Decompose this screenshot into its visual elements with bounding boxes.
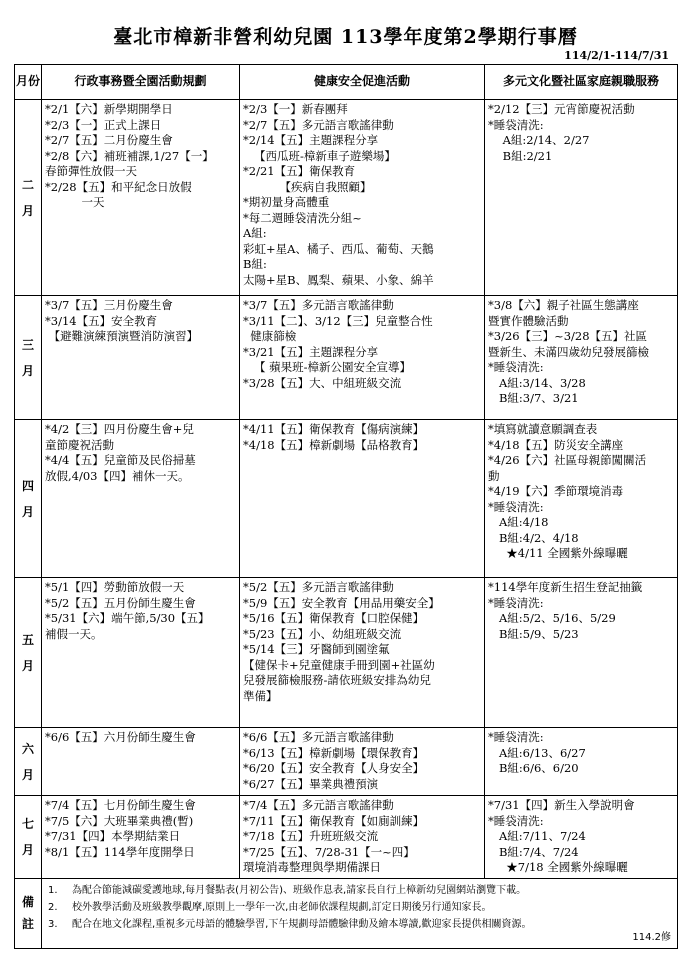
event-line: *6/27【五】畢業典禮預演 [243,776,379,791]
event-line: *5/23【五】小、幼組班級交流 [243,626,402,641]
event-line: *3/7【五】三月份慶生會 [45,298,173,312]
event-line: 【西瓜班-樟新車子遊樂場】 [243,148,396,163]
event-line: *填寫就讀意願調查表 [488,422,598,436]
health-cell [240,796,485,879]
event-line: *7/18【五】升班班級交流 [243,829,379,843]
event-line: *3/7【五】多元語言歌謠律動 [243,298,394,312]
culture-cell [485,578,678,728]
event-line: B組:6/6、6/20 [488,761,579,775]
event-line: B組:2/21 [488,148,553,163]
event-line: *2/21【五】衛保教育 [243,164,356,178]
header-month: 月份 [15,65,42,100]
event-line: 暨實作體驗活動 [488,313,569,328]
event-line: *7/11【五】衛保教育【如廁訓練】 [243,813,425,828]
event-line: 補假一天。 [45,626,103,641]
month-label: 七 月 [15,796,42,879]
health-cell [240,728,485,796]
event-line: A組:2/14、2/27 [488,133,590,147]
event-line: 健康篩檢 [243,329,297,343]
health-cell [240,578,485,728]
event-line: *4/4【五】兒童節及民俗掃墓 [45,453,196,467]
month-row [15,796,678,879]
admin-cell [42,296,240,420]
event-line: *2/7【五】二月份慶生會 [45,133,173,147]
event-line: 童節慶祝活動 [45,437,114,452]
event-line: *睡袋清洗: [488,730,544,744]
event-line: B組:4/2、4/18 [488,530,579,545]
event-line: *5/9【五】安全教育【用品用藥安全】 [243,595,440,610]
event-line: *2/14【五】主題課程分享 [243,133,379,147]
event-line: *7/25【五】、7/28-31【一~四】 [243,844,415,859]
month-label: 四 月 [15,420,42,578]
note-item: 1. 為配合節能減碳愛護地球,每月餐點表(月初公告)、班級作息表,請家長自行上樟新幼兒園網站瀏覽下載。 [48,884,527,896]
header-row [15,65,678,100]
event-line: *3/28【五】大、中組班級交流 [243,375,402,390]
month-row [15,578,678,728]
month-label: 三 月 [15,296,42,420]
event-line: 動 [488,468,500,483]
event-line: *7/5【六】大班畢業典禮(暫) [45,813,194,828]
event-line: *4/26【六】社區母親節闖關活 [488,453,647,467]
event-line: A組:4/18 [488,515,549,529]
admin-cell [42,420,240,578]
event-line: A組:3/14、3/28 [488,375,586,390]
event-line: 環境消毒整理與學期備課日 [243,860,381,874]
health-cell [240,296,485,420]
event-line: *5/16【五】衛保教育【口腔保健】 [243,611,425,625]
culture-cell [485,420,678,578]
calendar-table [14,64,678,949]
culture-cell [485,100,678,296]
event-line: *睡袋清洗: [488,117,544,132]
event-line: *4/11【五】衛保教育【傷病演練】 [243,422,425,436]
event-line: 春節彈性放假一天 [45,164,137,178]
event-line: *3/8【六】親子社區生態講座 [488,298,639,312]
event-line: 放假,4/03【四】補休一天。 [45,468,190,483]
header-health: 健康安全促進活動 [240,65,485,100]
event-line: *7/4【五】七月份師生慶生會 [45,798,196,812]
event-line: 太陽+星B、鳳梨、蘋果、小象、綿羊 [243,272,434,287]
event-line: B組: [243,257,267,271]
month-row [15,100,678,296]
event-line: *6/6【五】六月份師生慶生會 [45,730,196,744]
event-line: *期初量身高體重 [243,195,330,209]
event-line: A組:6/13、6/27 [488,745,586,760]
event-line: *7/31【四】新生入學說明會 [488,798,635,812]
month-row [15,420,678,578]
event-line: *114學年度新生招生登記抽籤 [488,580,643,594]
event-line: B組:3/7、3/21 [488,391,579,405]
event-line: *6/6【五】多元語言歌謠律動 [243,730,394,744]
notes-content [42,878,678,948]
event-line: *5/1【四】勞動節放假一天 [45,580,185,594]
culture-cell [485,296,678,420]
month-label: 二 月 [15,100,42,296]
admin-cell [42,728,240,796]
note-item: 3. 配合在地文化課程,重視多元母語的體驗學習,下午規劃母語體驗律動及繪本導讀,歡迎家長提供相關資源。 [48,918,532,930]
event-line: 【避難演練預演暨消防演習】 [45,329,199,343]
event-line: *2/12【三】元宵節慶祝活動 [488,102,635,116]
revision-label: 114.2修 [632,931,671,943]
event-line: 一天 [45,195,105,209]
event-line: *2/3【一】正式上課日 [45,117,162,132]
event-line: *5/31【六】端午節,5/30【五】 [45,611,210,625]
event-line: *5/14【三】牙醫師到園塗氟 [243,642,390,656]
event-line: A組:7/11、7/24 [488,829,586,843]
month-label: 五 月 [15,578,42,728]
admin-cell [42,100,240,296]
event-line: ★4/11 全國紫外線曝曬 [488,546,628,560]
header-admin: 行政事務暨全園活動規劃 [42,65,240,100]
event-line: *4/2【三】四月份慶生會+兒 [45,422,194,436]
event-line: *3/11【二】、3/12【三】兒童整合性 [243,313,433,328]
event-line: *每二週睡袋清洗分組~ [243,210,362,225]
month-row [15,728,678,796]
event-line: *3/14【五】安全教育 [45,313,158,328]
admin-cell [42,796,240,879]
event-line: *2/7【五】多元語言歌謠律動 [243,117,394,132]
health-cell [240,100,485,296]
event-line: 準備】 [243,688,278,703]
note-item: 2. 校外教學活動及班級教學觀摩,原則上一學年一次,由老師依課程規劃,訂定日期後另行通知家長。 [48,901,492,913]
event-line: *7/4【五】多元語言歌謠律動 [243,798,394,812]
event-line: *6/13【五】樟新劇場【環保教育】 [243,745,425,760]
event-line: 【健保卡+兒童健康手冊到園+社區幼 [243,657,435,672]
event-line: B組:7/4、7/24 [488,844,579,859]
event-line: A組: [243,226,267,240]
event-line: ★7/18 全國紫外線曝曬 [488,860,628,874]
event-line: A組:5/2、5/16、5/29 [488,611,616,625]
event-line: *5/2【五】多元語言歌謠律動 [243,580,394,594]
event-line: *睡袋清洗: [488,360,544,374]
event-line: *3/26【三】~3/28【五】社區 [488,329,648,343]
event-line: *2/8【六】補班補課,1/27【一】 [45,148,214,163]
event-line: *4/18【五】防災安全講座 [488,437,624,452]
event-line: 彩虹+星A、橘子、西瓜、葡萄、天鵝 [243,241,434,256]
culture-cell [485,728,678,796]
culture-cell [485,796,678,879]
event-line: *4/19【六】季節環境消毒 [488,484,624,498]
event-line: *5/2【五】五月份師生慶生會 [45,595,196,610]
admin-cell [42,578,240,728]
event-line: *6/20【五】安全教育【人身安全】 [243,761,425,775]
notes-row [15,878,678,948]
event-line: 【 蘋果班-樟新公園安全宣導】 [243,360,412,374]
header-culture: 多元文化暨社區家庭親職服務 [485,65,678,100]
month-label: 六 月 [15,728,42,796]
event-line: *2/3【一】新春團拜 [243,102,348,116]
page-title: 臺北市樟新非營利幼兒園 113學年度第2學期行事曆 [113,26,578,48]
event-line: *睡袋清洗: [488,813,544,828]
event-line: *3/21【五】主題課程分享 [243,344,379,359]
event-line: 【疾病自我照顧】 [243,179,372,194]
event-line: 暨新生、未滿四歲幼兒發展篩檢 [488,344,649,359]
month-row [15,296,678,420]
health-cell [240,420,485,578]
event-line: *2/28【五】和平紀念日放假 [45,179,192,194]
event-line: *睡袋清洗: [488,595,544,610]
date-range: 114/2/1-114/7/31 [564,49,669,62]
notes-label: 備 註 [15,878,42,948]
event-line: 兒發展篩檢服務-請依班級安排為幼兒 [243,673,431,687]
event-line: B組:5/9、5/23 [488,626,579,641]
event-line: *8/1【五】114學年度開學日 [45,844,195,859]
event-line: *睡袋清洗: [488,499,544,514]
event-line: *4/18【五】樟新劇場【品格教育】 [243,437,425,452]
event-line: *2/1【六】新學期開學日 [45,102,173,116]
event-line: *7/31【四】本學期結業日 [45,829,181,843]
